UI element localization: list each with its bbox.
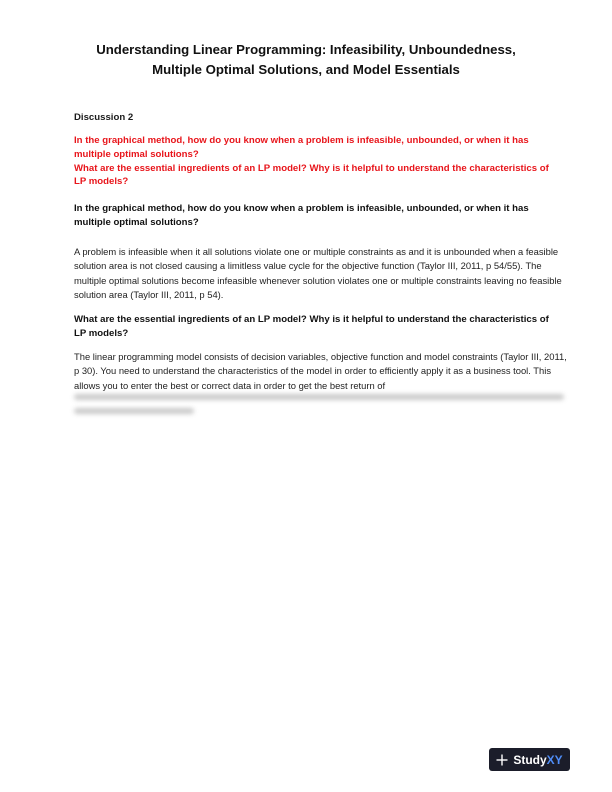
- section-label: Discussion 2: [74, 112, 134, 123]
- question-1-answer: A problem is infeasible when it all solutions violate one or multiple constraints as and it is unbounded when a feasible solution area is not closed causing a limitless value cycle for the objective function (Taylor III, 2011, p 54/55). The multiple optimal solutions become infeasible whenever solution violates one or multiple constraints leaving no feasible solution area (Taylor III, 2011, p 54).: [74, 246, 562, 301]
- prompt-questions: [74, 134, 554, 189]
- document-title: Understanding Linear Programming: Infeasibility, Unboundedness, Multiple Optimal Solutions, and Model Essentials: [96, 42, 516, 77]
- brand-name: [513, 753, 562, 767]
- question-2-answer: The linear programming model consists of decision variables, objective function and model constraints (Taylor III, 2011, p 30). You need to understand the characteristics of the model in order to efficiently apply it as a business tool. This allows you to enter the best or correct data in order to get the best return of: [74, 351, 567, 391]
- blurred-text-preview: [74, 392, 568, 426]
- plus-cross-icon: [496, 754, 508, 766]
- prompt-question-1: In the graphical method, how do you know when a problem is infeasible, unbounded, or when it has multiple optimal solutions?: [74, 135, 529, 160]
- question-2-heading: What are the essential ingredients of an LP model? Why is it helpful to understand the characteristics of LP models?: [74, 314, 549, 339]
- question-1-heading: In the graphical method, how do you know when a problem is infeasible, unbounded, or when it has multiple optimal solutions?: [74, 203, 529, 228]
- brand-name-xy: XY: [546, 752, 563, 767]
- prompt-question-2: What are the essential ingredients of an LP model? Why is it helpful to understand the characteristics of LP models?: [74, 162, 549, 188]
- brand-name-study: Study: [513, 752, 547, 767]
- studyxy-badge[interactable]: [489, 748, 570, 771]
